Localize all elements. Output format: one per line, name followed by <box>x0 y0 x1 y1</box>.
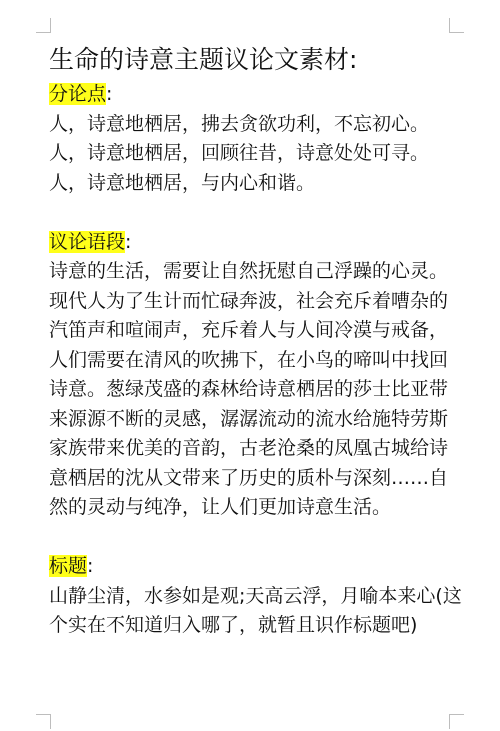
paragraph-line: 诗意。葱绿茂盛的森林给诗意栖居的莎士比亚带 <box>49 378 449 400</box>
document-body <box>49 40 469 641</box>
section-heading-sub-arguments <box>49 80 469 110</box>
heading-highlight: 议论语段 <box>49 230 126 253</box>
heading-highlight: 分论点 <box>49 83 107 105</box>
paragraph-line: 意栖居的沈从文带来了历史的质朴与深刻……自 <box>49 466 449 489</box>
paragraph-line: 来源源不断的灵感，潺潺流动的流水给施特劳斯 <box>49 407 449 430</box>
title-suggestion-line: 山静尘清，水参如是观;天高云浮，月喻本来心(这 <box>49 584 462 607</box>
section-heading-argument-paragraph <box>49 228 469 258</box>
paragraph-line: 人们需要在清风的吹拂下，在小鸟的啼叫中找回 <box>49 348 449 371</box>
sub-argument-line: 人，诗意地栖居，拂去贪欲功利，不忘初心。 <box>49 112 430 135</box>
crop-mark-bottom-left <box>36 714 51 729</box>
heading-colon: : <box>87 555 94 577</box>
blank-line <box>49 523 469 553</box>
heading-highlight: 标题 <box>49 555 88 577</box>
heading-colon: : <box>125 230 132 253</box>
crop-mark-top-right <box>449 18 464 33</box>
crop-mark-top-left <box>36 18 51 33</box>
title-suggestion-line: 个实在不知道归入哪了，就暂且识作标题吧) <box>49 614 418 636</box>
paragraph-line: 家族带来优美的音韵，古老沧桑的凤凰古城给诗 <box>49 437 449 459</box>
crop-mark-bottom-right <box>449 714 464 729</box>
paragraph-line: 诗意的生活，需要让自然抚慰自己浮躁的心灵。 <box>49 260 449 282</box>
blank-line <box>49 198 469 228</box>
paragraph-line: 现代人为了生计而忙碌奔波，社会充斥着嘈杂的 <box>49 289 449 312</box>
sub-argument-line: 人，诗意地栖居，与内心和谐。 <box>49 171 316 194</box>
document-title: 生命的诗意主题议论文素材: <box>49 45 358 74</box>
paragraph-line: 汽笛声和喧闹声，充斥着人与人间冷漠与戒备， <box>49 319 449 341</box>
section-heading-titles <box>49 552 469 582</box>
sub-argument-line: 人，诗意地栖居，回顾往昔，诗意处处可寻。 <box>49 142 430 164</box>
heading-colon: : <box>106 83 113 105</box>
paragraph-line: 然的灵动与纯净，让人们更加诗意生活。 <box>49 496 392 518</box>
